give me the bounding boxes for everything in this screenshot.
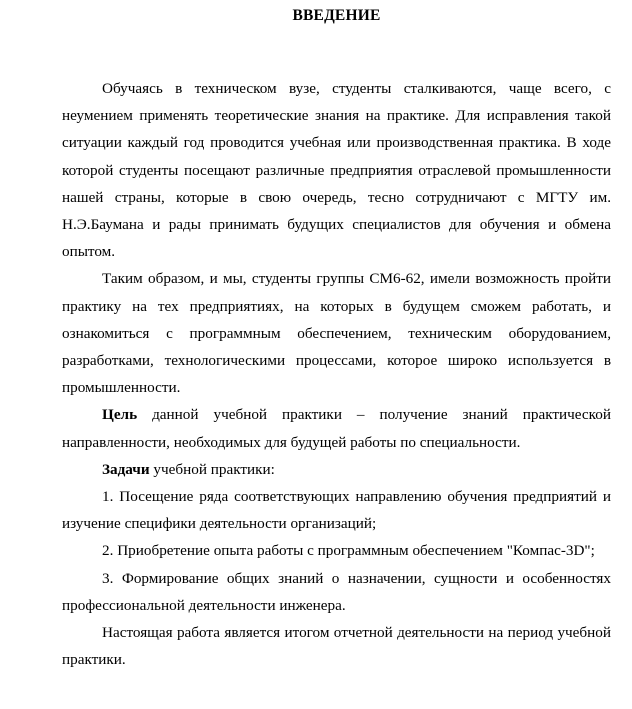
paragraph-intro: Обучаясь в техническом вузе, студенты сталкиваются, чаще всего, с неумением применять теоретические знания на практике. Для исправления такой ситуации каждый год проводится учебная или производственная практика. В ходе которой студенты посещают различные предприятия отраслевой промышленности нашей страны, которые в свою очередь, тесно сотрудничают с МГТУ им. Н.Э.Баумана и рады принимать будущих специалистов для обучения и обмена опытом. — [62, 80, 611, 261]
paragraph-conclusion: Настоящая работа является итогом отчетной деятельности на период учебной практики. — [62, 624, 611, 669]
paragraph-tasks-intro — [62, 456, 611, 483]
page-heading: ВВЕДЕНИЕ — [292, 7, 381, 24]
paragraph-opportunity: Таким образом, и мы, студенты группы СМ6-62, имели возможность пройти практику на тех предприятиях, на которых в будущем сможем работать, и ознакомиться с программным обеспечением, техническим оборудованием, разработками, технологическими процессами, которое широко используется в промышленности. — [62, 270, 611, 397]
tasks-term: Задачи — [102, 460, 150, 478]
goal-term: Цель — [102, 406, 138, 424]
tasks-text: учебной практики: — [149, 460, 275, 478]
document-body — [62, 75, 611, 673]
goal-text: данной учебной практики – получение знаний практической направленности, необходимых для будущей работы по специальности. — [62, 406, 611, 451]
list-item-task-2: 2. Приобретение опыта работы с программным обеспечением "Компас-3D"; — [102, 542, 595, 560]
list-item-task-1: 1. Посещение ряда соответствующих направлению обучения предприятий и изучение специфики деятельности организаций; — [62, 488, 611, 533]
paragraph-goal — [62, 401, 611, 455]
list-item-task-3: 3. Формирование общих знаний о назначении, сущности и особенностях профессиональной деятельности инженера. — [62, 569, 611, 614]
